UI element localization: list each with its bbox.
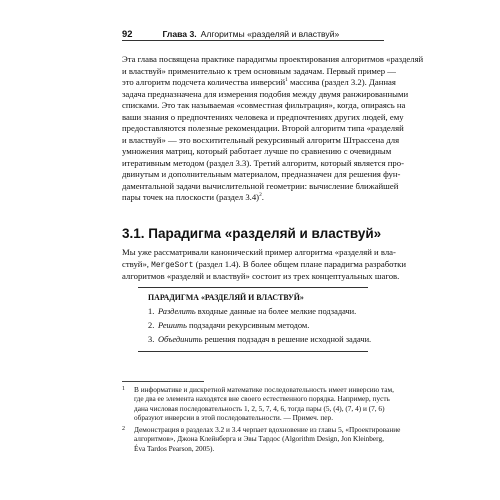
- box-bottom-rule: [138, 351, 368, 352]
- footnote-line: дана числовая последовательность 1, 2, 5, 7, 4, 6, тогда пары (5, (4), (7, 4) и (7, 6): [134, 403, 385, 413]
- text-line: Мы уже рассматривали канонический пример алгоритма «разделяй и вла-: [122, 247, 396, 257]
- footnote-line: где два ее элемента находятся вне своего естественного порядка. Например, пусть: [134, 394, 390, 404]
- text-line: списками. Это так называемая «совместная фильтрация», когда, опираясь на: [122, 100, 406, 110]
- text-line: ствуй», MergeSort (раздел 1.4). В более общем плане парадигма разработки: [122, 258, 407, 270]
- text-line: двинутым и дополнительным материалом, предназначен для решения фун-: [122, 169, 401, 179]
- chapter-title: Алгоритмы «разделяй и властвуй»: [200, 29, 340, 39]
- footnote-mark: 2: [122, 426, 125, 432]
- text-line: ваши знания о предпочтениях человека и предпочтениях других людей, ему: [122, 111, 404, 122]
- intro-paragraph: [122, 54, 424, 204]
- paradigm-box: [138, 287, 372, 351]
- footnote-line: Демонстрация в разделах 3.2 и 3.4 черпает вдохновение из главы 5, «Проектирование: [134, 425, 401, 434]
- paradigm-step: 2. Решить подзадачи рекурсивным методом.: [148, 321, 310, 330]
- text-line: это алгоритм подсчета количества инверсий$^1$ массива (раздел 3.2). Данная: [122, 77, 396, 87]
- box-top-rule: [138, 287, 368, 288]
- section-paragraph: [122, 247, 407, 283]
- text-line: даментальной задачи вычислительной геометрии: вычисление ближайшей: [122, 180, 399, 191]
- text-line: и властвуй» применительно к трем основным задачам. Первый пример —: [122, 65, 396, 76]
- text-line: предоставляются полезные рекомендации. Второй алгоритм типа «разделяй: [122, 123, 404, 133]
- section-heading: 3.1. Парадигма «разделяй и властвуй»: [122, 226, 382, 241]
- page-number: 92: [122, 28, 133, 39]
- footnote-line: образуют инверсии в этой последовательности. — Примеч. пер.: [134, 412, 334, 422]
- text-line: Эта глава посвящена практике парадигмы проектирования алгоритмов «разделяй: [122, 54, 424, 64]
- paradigm-step: 1. Разделить входные данные на более мелкие подзадачи.: [148, 307, 357, 316]
- text-line: пары точек на плоскости (раздел 3.4)$^2$.: [122, 192, 264, 202]
- footnote-ref-1[interactable]: 1: [285, 77, 288, 84]
- running-header: [122, 28, 384, 39]
- header-rule: [122, 40, 384, 41]
- box-title: ПАРАДИГМА «РАЗДЕЛЯЙ И ВЛАСТВУЙ»: [148, 293, 304, 302]
- text-line: алгоритмов «разделяй и властвуй» состоит из трех концептуальных шагов.: [122, 271, 400, 281]
- chapter-label: Глава 3.: [162, 29, 197, 39]
- code-mergesort: MergeSort: [151, 260, 194, 270]
- footnote-mark: 1: [122, 386, 125, 392]
- paradigm-step: 3. Объединить решения подзадач в решение исходной задачи.: [148, 335, 372, 344]
- footnote-line: Éva Tardos Pearson, 2005).: [134, 443, 215, 453]
- text-line: итеративным методом (раздел 3.3). Третий алгоритм, который является про-: [122, 157, 405, 168]
- footnote-ref-2[interactable]: 2: [259, 192, 262, 199]
- text-line: задача предназначена для измерения подобия между двумя ранжированными: [122, 88, 409, 99]
- footnote-line: В информатике и дискретной математике последовательность имеет инверсию там,: [134, 385, 394, 394]
- footnote-line: алгоритмов», Джона Клейнберга и Эвы Тардос (Algorithm Design, Jon Kleinberg,: [134, 434, 384, 444]
- text-line: и властвуй» — это восхитительный рекурсивный алгоритм Штрассена для: [122, 134, 400, 145]
- footnote-rule: [122, 381, 204, 382]
- text-line: умножения матриц, который работает лучше по сравнению с очевидным: [122, 146, 392, 156]
